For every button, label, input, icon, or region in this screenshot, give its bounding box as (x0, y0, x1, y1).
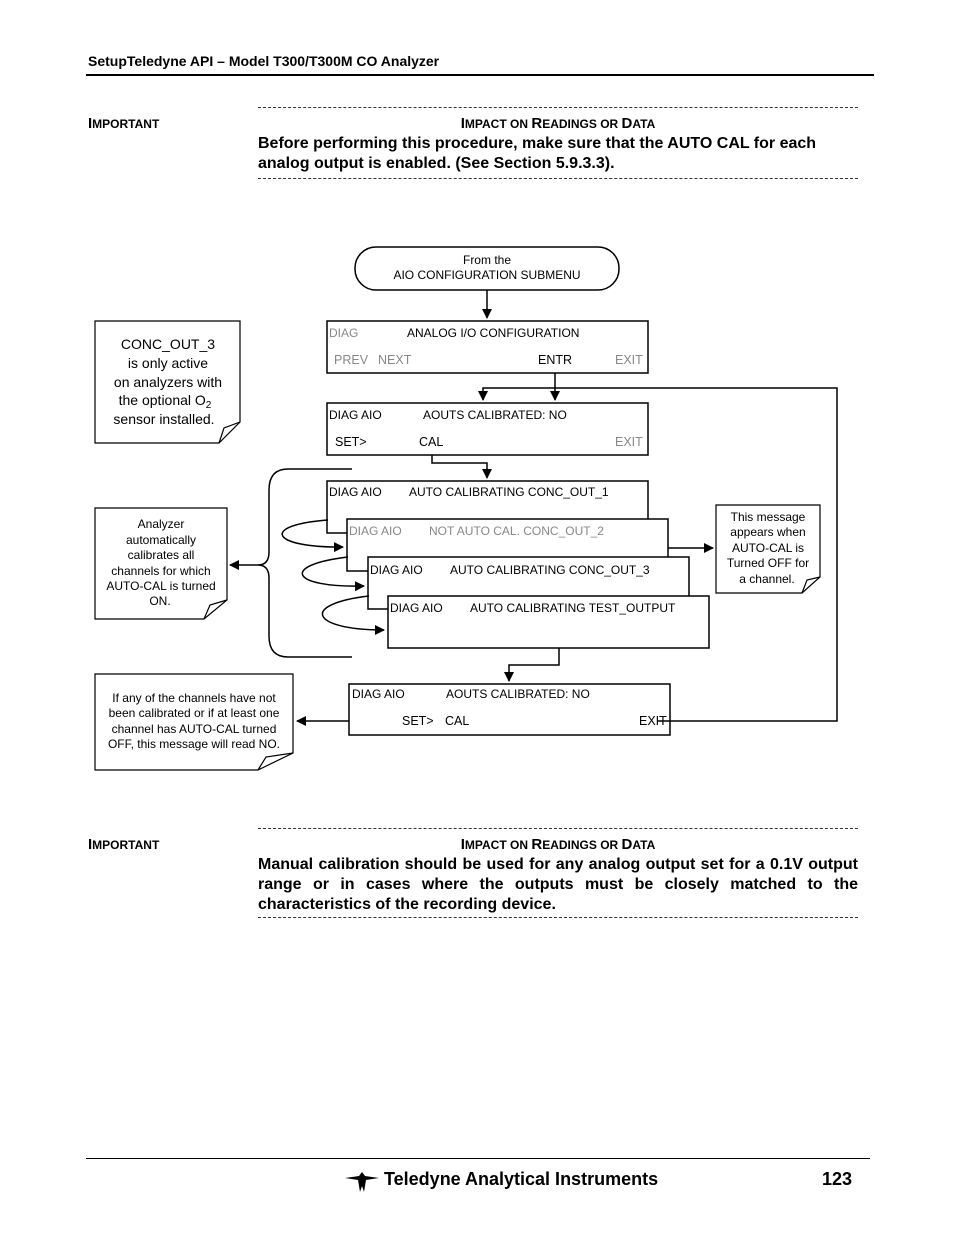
important-label-2: IMPORTANT (88, 836, 160, 853)
note-auto-line2: automatically (125, 533, 197, 547)
important-text-1: Before performing this procedure, make sure that the AUTO CAL for each analog output is enabled. (See Section 5.9.3.3). (258, 135, 817, 172)
important-text-2: Manual calibration should be used for any analog output set for a 0.1V output range or in cases where the outputs must be closely matched to the characteristics of the recording device. (258, 856, 858, 913)
screen1-prev: PREV (334, 353, 369, 367)
screen1-next: NEXT (378, 353, 412, 367)
footer-company: Teledyne Analytical Instruments (384, 1169, 659, 1189)
start-line1: From the (462, 253, 512, 267)
note-bottom-line4: OFF, this message will read NO. (107, 737, 281, 751)
screen7-mode: DIAG AIO (352, 687, 405, 701)
note-bottom-line1: If any of the channels have not (112, 691, 276, 705)
arrow (509, 648, 559, 681)
screen7-exit: EXIT (639, 714, 667, 728)
note-msg-line5: a channel. (739, 572, 795, 586)
note-msg-line1: This message (730, 510, 806, 524)
note-bottom-line3: channel has AUTO-CAL turned (111, 722, 277, 736)
screen2-mode: DIAG AIO (329, 408, 382, 422)
note-conc-line4: the optional $O_2$ (118, 392, 212, 411)
screen1-title: ANALOG I/O CONFIGURATION (407, 326, 580, 340)
screen2-exit: EXIT (615, 435, 643, 449)
screen2-set: SET> (335, 435, 367, 449)
running-header: SetupTeledyne API – Model T300/T300M CO Analyzer (88, 53, 440, 69)
screen2-cal: CAL (419, 435, 444, 449)
dashed-rule (258, 917, 858, 918)
screen3-title: AUTO CALIBRATING CONC_OUT_1 (409, 485, 609, 499)
start-line2: AIO CONFIGURATION SUBMENU (393, 268, 581, 282)
screen5-mode: DIAG AIO (370, 563, 423, 577)
note-conc-line5: sensor installed. (113, 411, 215, 427)
arrow (432, 455, 487, 478)
screen7-title: AOUTS CALIBRATED: NO (446, 687, 590, 701)
screen5-title: AUTO CALIBRATING CONC_OUT_3 (450, 563, 650, 577)
dashed-rule (258, 828, 858, 829)
screen4-mode: DIAG AIO (349, 524, 402, 538)
note-auto-line4: channels for which (111, 564, 211, 578)
screen1-exit: EXIT (615, 353, 643, 367)
note-auto-line6: ON. (149, 594, 171, 608)
screen1-mode: DIAG (329, 326, 359, 340)
note-msg-line2: appears when (730, 525, 806, 539)
screen7-cal: CAL (445, 714, 470, 728)
note-auto-line5: AUTO-CAL is turned (106, 579, 216, 593)
note-conc-line1: CONC_OUT_3 (120, 336, 216, 352)
note-bottom-line2: been calibrated or if at least one (108, 706, 280, 720)
screen6-mode: DIAG AIO (390, 601, 443, 615)
screen6-title: AUTO CALIBRATING TEST_OUTPUT (470, 601, 676, 615)
screen7-set: SET> (402, 714, 434, 728)
footer-rule (86, 1158, 870, 1159)
note-msg-line3: AUTO-CAL is (731, 541, 805, 555)
note-msg-line4: Turned OFF for (726, 556, 810, 570)
screen3-mode: DIAG AIO (329, 485, 382, 499)
page-number: 123 (822, 1169, 853, 1189)
note-auto-line3: calibrates all (127, 548, 195, 562)
teledyne-logo-icon (345, 1172, 379, 1192)
note-conc-line2: is only active (127, 355, 209, 371)
screen4-title: NOT AUTO CAL. CONC_OUT_2 (429, 524, 604, 538)
screen2-title: AOUTS CALIBRATED: NO (423, 408, 567, 422)
important-label-1: IMPORTANT (88, 115, 160, 132)
impact-title-2: IMPACT ON READINGS OR DATA (460, 836, 656, 853)
note-auto-line1: Analyzer (137, 517, 185, 531)
impact-title-1: IMPACT ON READINGS OR DATA (460, 115, 656, 132)
screen1-entr: ENTR (538, 353, 573, 367)
note-conc-line3: on analyzers with (113, 374, 223, 390)
